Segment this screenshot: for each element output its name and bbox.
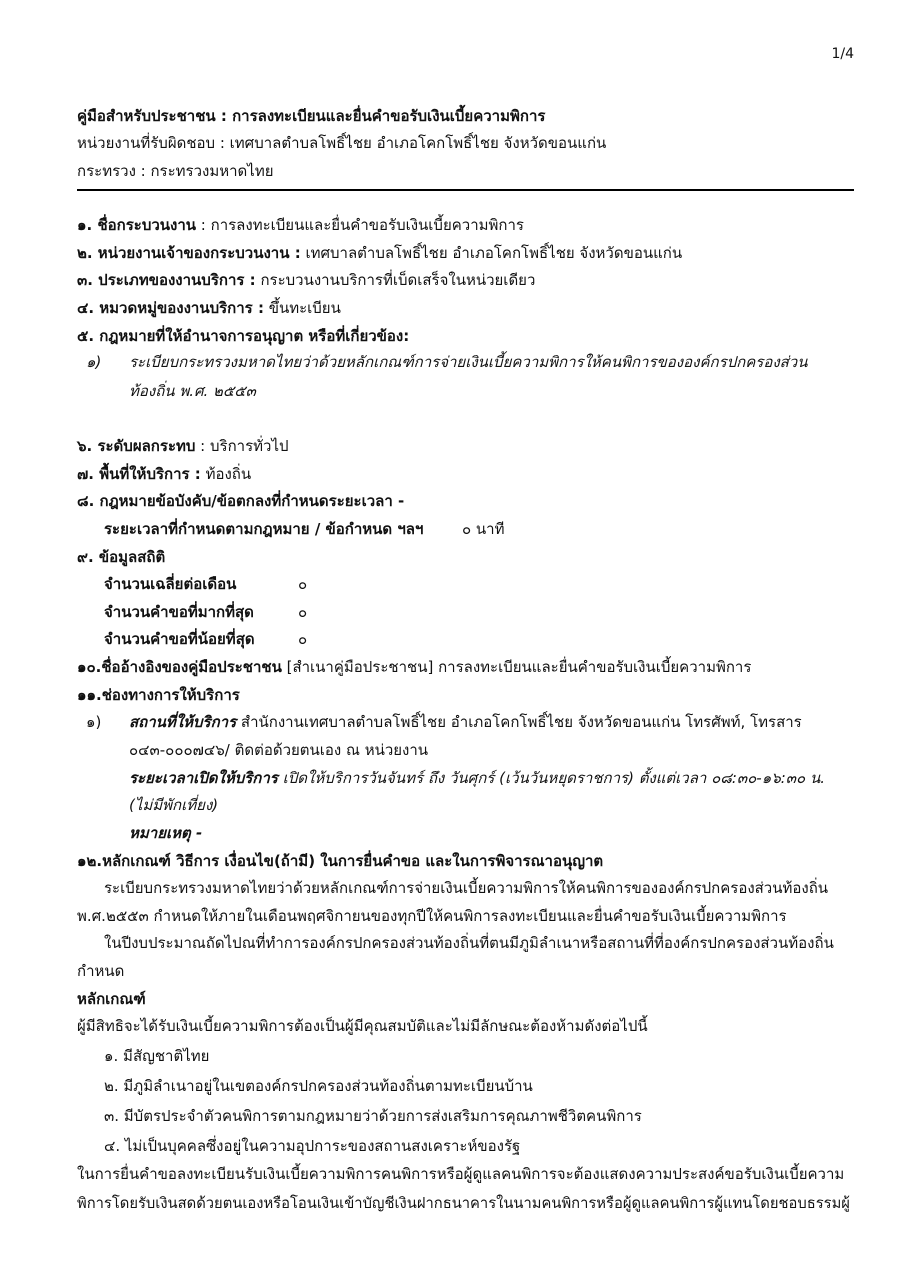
law-item-line-2: ท้องถิ่น พ.ศ. ๒๕๕๓ <box>129 382 256 400</box>
service-hours-value: เปิดให้บริการวันจันทร์ ถึง วันศุกร์ (เว้นวันหยุดราชการ) ตั้งแต่เวลา ๐๘:๓๐-๑๖:๓๐ น. <box>277 769 825 787</box>
section-4-label: ๔. หมวดหมู่ของงานบริการ : <box>77 299 264 317</box>
paragraph-line: กำหนด <box>77 962 125 980</box>
stat-label: จำนวนเฉลี่ยต่อเดือน <box>104 575 237 593</box>
channel-number: ๑) <box>86 713 102 731</box>
section-12-label: ๑๒.หลักเกณฑ์ วิธีการ เงื่อนไข(ถ้ามี) ในการยื่นคำขอ และในการพิจารณาอนุญาต <box>77 852 604 870</box>
stat-value: ๐ <box>298 575 308 593</box>
document-title: คู่มือสำหรับประชาชน : การลงทะเบียนและยื่นคำขอรับเงินเบี้ยความพิการ <box>77 107 546 125</box>
stat-label: จำนวนคำขอที่มากที่สุด <box>104 603 254 621</box>
paragraph-line: พิการโดยรับเงินสดด้วยตนเองหรือโอนเงินเข้าบัญชีเงินฝากธนาคารในนามคนพิการหรือผู้ดูแลคนพิการผู้แทนโดยชอบธรรมผู้ <box>77 1195 850 1212</box>
page-number: 1/4 <box>831 46 854 62</box>
service-place <box>129 711 802 733</box>
section-1-value: : การลงทะเบียนและยื่นคำขอรับเงินเบี้ยความพิการ <box>196 216 524 234</box>
service-hours-label: ระยะเวลาเปิดให้บริการ <box>129 769 278 787</box>
responsible-agency: หน่วยงานที่รับผิดชอบ : เทศบาลตำบลโพธิ์ไชย อำเภอโคกโพธิ์ไชย จังหวัดขอนแก่น <box>77 134 607 152</box>
section-8-sub-value: ๐ นาที <box>462 520 505 538</box>
section-4-value: ขึ้นทะเบียน <box>263 299 341 317</box>
section-7-value: ท้องถิ่น <box>200 465 252 483</box>
stat-value: ๐ <box>298 603 308 621</box>
section-8-sub-label: ระยะเวลาที่กำหนดตามกฎหมาย / ข้อกำหนด ฯลฯ <box>104 520 424 538</box>
section-10-label: ๑๐.ชื่ออ้างอิงของคู่มือประชาชน <box>77 658 282 676</box>
paragraph-line: พ.ศ.๒๕๕๓ กำหนดให้ภายในเดือนพฤศจิกายนของทุกปีให้คนพิการลงทะเบียนและยื่นคำขอรับเงินเบี้ยความพิการ <box>77 907 787 925</box>
service-place-label: สถานที่ให้บริการ <box>129 713 237 731</box>
section-2-value: เทศบาลตำบลโพธิ์ไชย อำเภอโคกโพธิ์ไชย จังหวัดขอนแก่น <box>300 244 683 262</box>
service-place-line-2: ๐๔๓-๐๐๐๗๔๖/ ติดต่อด้วยตนเอง ณ หน่วยงาน <box>129 741 429 759</box>
ministry: กระทรวง : กระทรวงมหาดไทย <box>77 162 274 180</box>
criteria-intro: ผู้มีสิทธิจะได้รับเงินเบี้ยความพิการต้องเป็นผู้มีคุณสมบัติและไม่มีลักษณะต้องห้ามดังต่อไปนี้ <box>77 1017 648 1035</box>
paragraph-line: ในการยื่นคำขอลงทะเบียนรับเงินเบี้ยความพิการคนพิการหรือผู้ดูแลคนพิการจะต้องแสดงความประสงค์ขอรับเงินเบี้ยความ <box>77 1165 845 1183</box>
section-9-label: ๙. ข้อมูลสถิติ <box>77 548 166 566</box>
stat-value: ๐ <box>298 630 308 648</box>
section-10 <box>77 656 751 678</box>
section-7 <box>77 463 251 485</box>
section-5-label: ๕. กฎหมายที่ให้อำนาจการอนุญาต หรือที่เกี่ยวข้อง: <box>77 327 410 345</box>
paragraph-line: ระเบียบกระทรวงมหาดไทยว่าด้วยหลักเกณฑ์การจ่ายเงินเบี้ยความพิการให้คนพิการขององค์กรปกครองส่วนท้องถิ่น <box>104 879 829 897</box>
service-hours-line-2: (ไม่มีพักเที่ยง) <box>129 796 219 814</box>
criteria-item: ๑. มีสัญชาติไทย <box>104 1047 210 1065</box>
stat-label: จำนวนคำขอที่น้อยที่สุด <box>104 630 255 648</box>
section-3-label: ๓. ประเภทของงานบริการ : <box>77 271 256 289</box>
section-6-value: : บริการทั่วไป <box>195 437 289 455</box>
header-divider <box>77 189 854 191</box>
section-2 <box>77 242 682 264</box>
section-1 <box>77 214 524 236</box>
section-3-value: กระบวนงานบริการที่เบ็ดเสร็จในหน่วยเดียว <box>255 271 536 289</box>
section-2-label: ๒. หน่วยงานเจ้าของกระบวนงาน : <box>77 244 301 262</box>
criteria-item: ๓. มีบัตรประจำตัวคนพิการตามกฎหมายว่าด้วยการส่งเสริมการคุณภาพชีวิตคนพิการ <box>104 1107 642 1125</box>
service-hours <box>129 767 825 789</box>
criteria-item: ๔. ไม่เป็นบุคคลซึ่งอยู่ในความอุปการะของสถานสงเคราะห์ของรัฐ <box>104 1137 521 1155</box>
section-6 <box>77 435 289 457</box>
section-7-label: ๗. พื้นที่ให้บริการ : <box>77 465 201 483</box>
paragraph-line: ในปีงบประมาณถัดไปณที่ทำการองค์กรปกครองส่วนท้องถิ่นที่ตนมีภูมิลำเนาหรือสถานที่ที่องค์กรปกครองส่วนท้องถิ่น <box>104 934 834 952</box>
section-6-label: ๖. ระดับผลกระทบ <box>77 437 196 455</box>
criteria-title: หลักเกณฑ์ <box>77 990 146 1008</box>
law-item-line-1: ระเบียบกระทรวงมหาดไทยว่าด้วยหลักเกณฑ์การจ่ายเงินเบี้ยความพิการให้คนพิการขององค์กรปกครองส่วน <box>129 353 808 371</box>
law-item-number: ๑) <box>86 353 102 371</box>
section-10-value: [สำเนาคู่มือประชาชน] การลงทะเบียนและยื่นคำขอรับเงินเบี้ยความพิการ <box>281 658 752 676</box>
criteria-item: ๒. มีภูมิลำเนาอยู่ในเขตองค์กรปกครองส่วนท้องถิ่นตามทะเบียนบ้าน <box>104 1077 533 1095</box>
section-11-label: ๑๑.ช่องทางการให้บริการ <box>77 686 240 704</box>
section-8-label: ๘. กฎหมายข้อบังคับ/ข้อตกลงที่กำหนดระยะเวลา - <box>77 492 405 510</box>
section-1-label: ๑. ชื่อกระบวนงาน <box>77 216 197 234</box>
section-3 <box>77 269 535 291</box>
service-note: หมายเหตุ - <box>129 824 203 842</box>
service-place-value: สำนักงานเทศบาลตำบลโพธิ์ไชย อำเภอโคกโพธิ์ไชย จังหวัดขอนแก่น โทรศัพท์, โทรสาร <box>236 713 802 731</box>
section-4 <box>77 297 341 319</box>
